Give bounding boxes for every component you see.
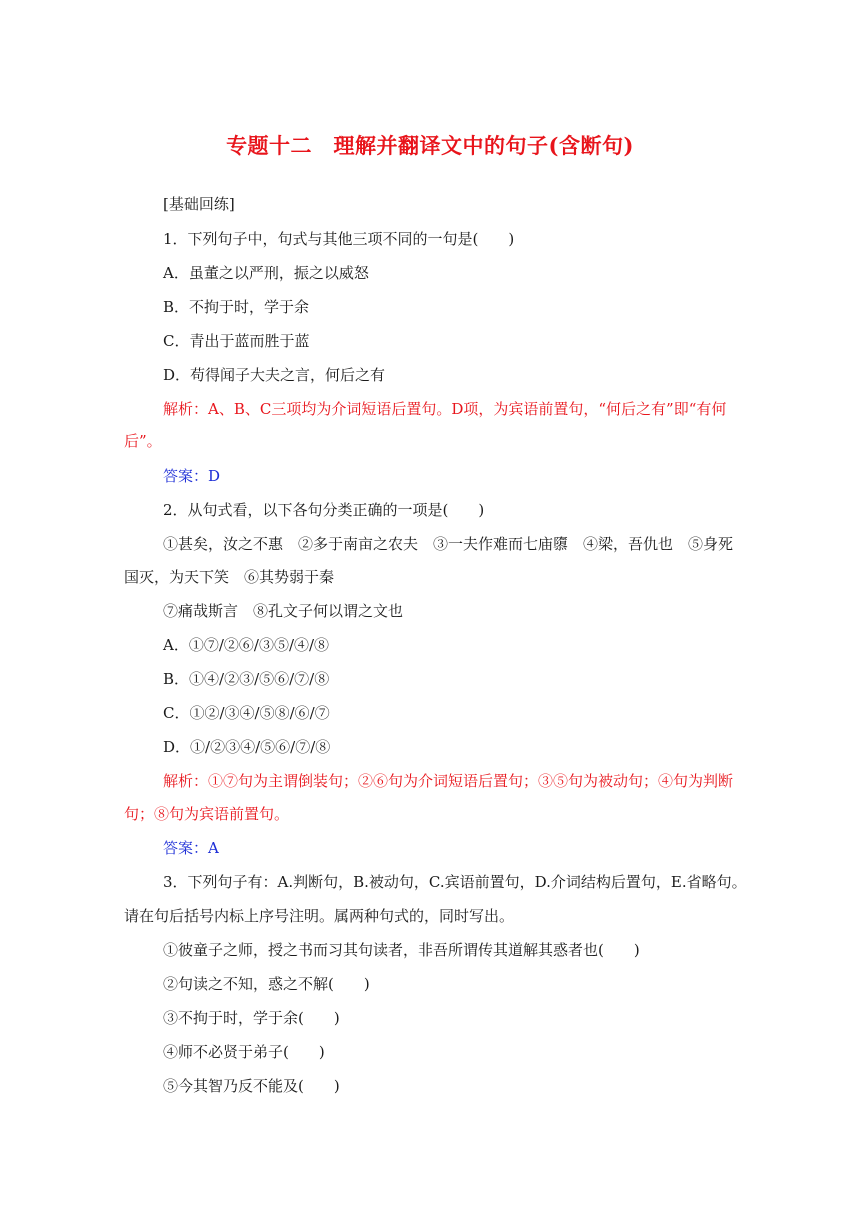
q2-option-a: A．①⑦/②⑥/③⑤/④/⑧ (163, 636, 330, 654)
q2-analysis: 解析：①⑦句为主谓倒装句；②⑥句为介词短语后置句；③⑤句为被动句；④句为判断 (163, 772, 734, 790)
q2-stem: 2．从句式看，以下各句分类正确的一项是( ) (163, 501, 485, 519)
q2-analysis-cont: 句；⑧句为宾语前置句。 (124, 805, 290, 823)
q3-item-1: ①彼童子之师，授之书而习其句读者，非吾所谓传其道解其惑者也( ) (163, 941, 640, 959)
q1-answer: 答案：D (163, 467, 221, 485)
q2-answer: 答案：A (163, 839, 219, 857)
q2-option-b: B．①④/②③/⑤⑥/⑦/⑧ (163, 670, 330, 688)
q3-stem: 3．下列句子有：A.判断句，B.被动句，C.宾语前置句，D.介词结构后置句，E.省略句。 (163, 873, 747, 891)
q1-option-b: B．不拘于时，学于余 (163, 298, 310, 316)
q2-items-line1: ①甚矣，汝之不惠 ②多于南亩之农夫 ③一夫作难而七庙隳 ④梁，吾仇也 ⑤身死 (163, 535, 734, 553)
q3-item-2: ②句读之不知，惑之不解( ) (163, 975, 370, 993)
q2-items-line3: ⑦痛哉斯言 ⑧孔文子何以谓之文也 (163, 602, 404, 620)
q1-analysis: 解析：A、B、C三项均为介词短语后置句。D项，为宾语前置句，“何后之有”即“有何 (163, 400, 727, 418)
page-title: 专题十二 理解并翻译文中的句子(含断句) (226, 133, 634, 158)
q1-analysis-cont: 后”。 (124, 432, 162, 450)
q1-option-a: A．虽董之以严刑，振之以威怒 (163, 264, 369, 282)
q1-stem: 1．下列句子中，句式与其他三项不同的一句是( ) (163, 230, 515, 248)
q3-stem-cont: 请在句后括号内标上序号注明。属两种句式的，同时写出。 (124, 907, 515, 925)
q3-item-3: ③不拘于时，学于余( ) (163, 1009, 340, 1027)
q1-option-d: D．苟得闻子大夫之言，何后之有 (163, 366, 386, 384)
q2-items-line2: 国灭，为天下笑 ⑥其势弱于秦 (124, 568, 335, 586)
q3-item-5: ⑤今其智乃反不能及( ) (163, 1077, 340, 1095)
q2-option-d: D．①/②③④/⑤⑥/⑦/⑧ (163, 738, 331, 756)
q3-item-4: ④师不必贤于弟子( ) (163, 1043, 325, 1061)
q1-option-c: C．青出于蓝而胜于蓝 (163, 332, 310, 350)
section-label: [基础回练] (163, 195, 235, 213)
q2-option-c: C．①②/③④/⑤⑧/⑥/⑦ (163, 704, 330, 722)
